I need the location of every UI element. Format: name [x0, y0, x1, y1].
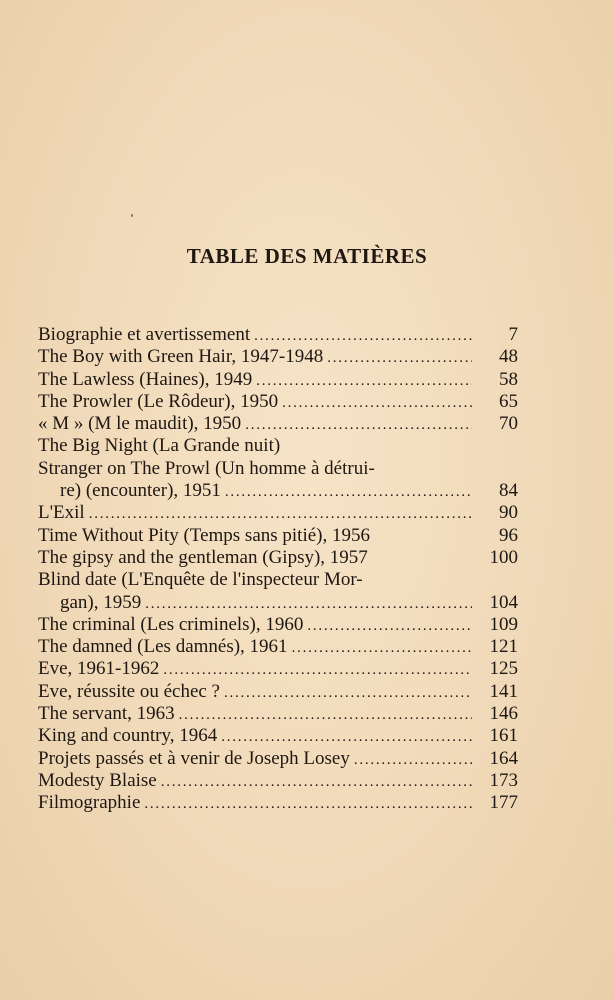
toc-entry-page: 84 [499, 480, 518, 502]
toc-entry-page: 146 [489, 703, 518, 725]
toc-entry-page: 177 [489, 792, 518, 814]
dot-leader [245, 414, 472, 436]
toc-entry-title: The gipsy and the gentleman (Gipsy), 1957 [38, 546, 368, 568]
toc-entry [38, 324, 518, 346]
dot-leader [292, 637, 472, 659]
toc-entry [38, 770, 518, 792]
toc-entry-title: The damned (Les damnés), 1961 [38, 636, 288, 658]
toc-entry-title: Projets passés et à venir de Joseph Losey [38, 747, 350, 769]
toc-entry-title: Time Without Pity (Temps sans pitié), 1956 [38, 524, 370, 546]
toc-entry [38, 413, 518, 435]
dot-leader [254, 325, 472, 347]
toc-entry-page: 164 [489, 747, 518, 769]
toc-entry-title: Stranger on The Prowl (Un homme à détrui- [38, 457, 375, 479]
toc-entry [38, 369, 518, 391]
dot-leader [282, 392, 472, 414]
dot-leader [224, 682, 472, 704]
toc-entry [38, 592, 518, 614]
toc-entry-title: Blind date (L'Enquête de l'inspecteur Mor- [38, 569, 363, 591]
toc-entry-title: The servant, 1963 [38, 703, 175, 725]
toc-entry-page: 96 [499, 524, 518, 546]
toc-entry [38, 458, 518, 480]
toc-entry [38, 614, 518, 636]
dot-leader [161, 771, 472, 793]
toc-entry [38, 502, 518, 524]
toc-entry [38, 725, 518, 747]
dot-leader [163, 659, 472, 681]
page-title: TABLE DES MATIÈRES [186, 244, 428, 268]
toc-entry-title: Modesty Blaise [38, 769, 157, 791]
dot-leader [256, 370, 472, 392]
toc-entry-page: 7 [508, 324, 518, 345]
toc-entry [38, 346, 518, 368]
toc-entry-page: 125 [489, 658, 518, 680]
toc-entry-title: King and country, 1964 [38, 725, 218, 747]
toc-entry-title: Biographie et avertissement [38, 324, 251, 345]
dot-leader [179, 704, 472, 726]
table-of-contents [38, 324, 518, 815]
dot-leader [89, 503, 472, 525]
toc-entry-title: The Prowler (Le Rôdeur), 1950 [38, 390, 279, 412]
toc-entry-page: 58 [499, 368, 518, 390]
toc-entry [38, 547, 518, 569]
toc-entry-title: The criminal (Les criminels), 1960 [38, 613, 304, 635]
toc-entry-title: re) (encounter), 1951 [60, 480, 221, 502]
toc-entry-title: The Lawless (Haines), 1949 [38, 368, 253, 390]
toc-entry-page: 48 [499, 346, 518, 368]
toc-entry-title: L'Exil [38, 502, 85, 524]
dot-leader [307, 615, 472, 637]
toc-entry-page: 109 [489, 613, 518, 635]
toc-entry [38, 658, 518, 680]
dot-leader [145, 593, 472, 615]
dot-leader [354, 749, 472, 771]
toc-entry [38, 703, 518, 725]
toc-entry-title: The Big Night (La Grande nuit) [38, 435, 281, 457]
toc-entry-title: Eve, réussite ou échec ? [38, 680, 220, 702]
toc-entry [38, 748, 518, 770]
dot-leader [225, 481, 472, 503]
toc-entry-page: 141 [489, 680, 518, 702]
toc-entry [38, 792, 518, 814]
toc-entry [38, 480, 518, 502]
toc-entry [38, 525, 518, 547]
dot-leader [327, 347, 472, 369]
toc-entry-page: 100 [489, 546, 518, 568]
toc-entry [38, 391, 518, 413]
toc-entry-title: Eve, 1961-1962 [38, 658, 160, 680]
toc-entry-page: 173 [489, 769, 518, 791]
toc-entry-page: 70 [499, 413, 518, 435]
toc-entry [38, 636, 518, 658]
toc-entry-title: « M » (M le maudit), 1950 [38, 413, 242, 435]
dot-leader [221, 726, 472, 748]
toc-entry-page: 121 [489, 636, 518, 658]
toc-entry-page: 90 [499, 502, 518, 524]
toc-entry-title: Filmographie [38, 792, 141, 814]
toc-entry [38, 681, 518, 703]
toc-entry-title: The Boy with Green Hair, 1947-1948 [38, 346, 324, 368]
toc-entry [38, 435, 518, 457]
dot-leader [144, 793, 472, 815]
toc-entry-title: gan), 1959 [60, 591, 142, 613]
toc-entry-page: 104 [489, 591, 518, 613]
toc-entry-page: 161 [489, 725, 518, 747]
toc-entry [38, 569, 518, 591]
toc-entry-page: 65 [499, 390, 518, 412]
paper-speck [131, 214, 133, 217]
